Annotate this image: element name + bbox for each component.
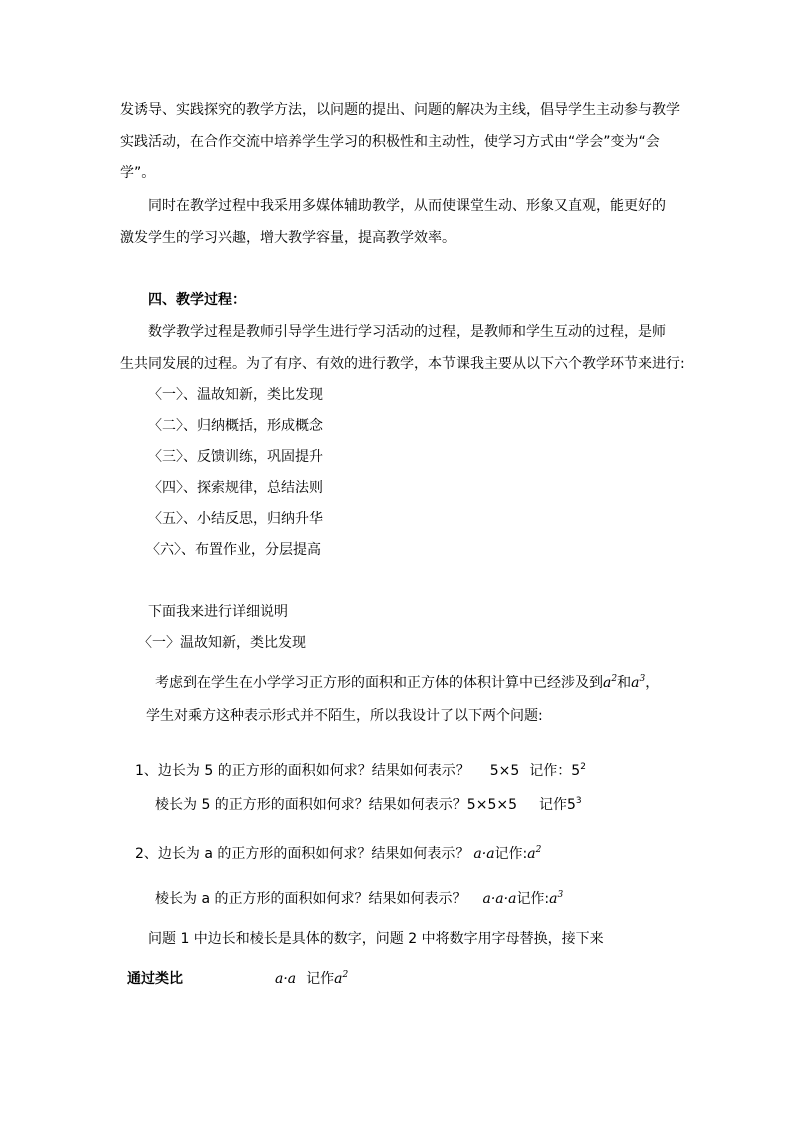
math-a-cubed: $a^3$ xyxy=(631,674,646,691)
question-1a-text: 1、边长为 5 的正方形的面积如何求？结果如何表示？ xyxy=(135,763,470,779)
question-2b-text: 棱长为 a 的正方形的面积如何求？结果如何表示？ xyxy=(155,891,467,907)
math-a-dot-a-dot-a: a·a·a xyxy=(482,891,517,907)
question-2a-text: 2、边长为 a 的正方形的面积如何求？结果如何表示？ xyxy=(135,846,470,862)
consider-line1 xyxy=(155,674,659,692)
consider-text: 考虑到在学生在小学学习正方形的面积和正方体的体积计算中已经涉及到 xyxy=(155,675,603,691)
paragraph1-line2: 实践活动，在合作交流中培养学生学习的积极性和主动性，使学习方式由“学会”变为“会 xyxy=(120,134,660,150)
paragraph2-line2: 激发学生的学习兴趣，增大教学容量，提高教学效率。 xyxy=(120,230,456,246)
math-analogy-a-dot-a: a·a xyxy=(275,971,297,987)
question-1a-record: 记作： xyxy=(529,763,572,779)
math-a-squared-q2: $a^2$ xyxy=(527,845,542,862)
step-item-3: 〈三〉、反馈训练，巩固提升 xyxy=(148,449,323,465)
paragraph1-line1: 发诱导、实践探究的教学方法，以问题的提出、问题的解决为主线，倡导学生主动参与教学 xyxy=(120,102,680,118)
analogy-record: 记作 xyxy=(306,971,335,987)
math-5-squared: $5^2$ xyxy=(571,762,586,779)
step-item-4: 〈四〉、探索规律，总结法则 xyxy=(148,480,323,496)
step-item-1: 〈一〉、温故知新，类比发现 xyxy=(148,387,323,403)
question-1b xyxy=(155,796,582,814)
math-a-squared: $a^2$ xyxy=(603,674,618,691)
math-analogy-a-squared: $a^2$ xyxy=(334,970,349,987)
question-1b-text: 棱长为 5 的正方形的面积如何求？结果如何表示？5×5×5 xyxy=(155,797,517,813)
question-2b-record: 记作: xyxy=(516,891,550,907)
step-item-2: 〈二〉、归纳概括，形成概念 xyxy=(148,418,323,434)
math-a-cubed-q2: $a^3$ xyxy=(549,890,564,907)
and-text: 和 xyxy=(617,675,632,691)
question-1a-answer: 5×5 xyxy=(489,763,520,779)
section-intro-line2: 生共同发展的过程。为了有序、有效的进行教学，本节课我主要从以下六个教学环节来进行: xyxy=(120,356,685,372)
analogy-label: 通过类比 xyxy=(127,971,183,987)
question-2a-record: 记作: xyxy=(494,846,528,862)
detail-sub-heading: 〈一〉温故知新，类比发现 xyxy=(138,635,306,651)
question-2b xyxy=(155,890,563,908)
summary-line: 问题 1 中边长和棱长是具体的数字，问题 2 中将数字用字母替换，接下来 xyxy=(148,931,604,947)
consider-line2: 学生对乘方这种表示形式并不陌生，所以我设计了以下两个问题: xyxy=(146,708,543,724)
detail-intro: 下面我来进行详细说明 xyxy=(148,604,288,620)
paragraph1-line3: 学”。 xyxy=(120,165,156,181)
math-5-cubed: $5^3$ xyxy=(567,796,582,813)
comma: ， xyxy=(645,675,660,691)
step-item-6: 〈六〉、布置作业，分层提高 xyxy=(146,542,321,558)
question-1b-record: 记作 xyxy=(539,797,567,813)
paragraph2-line1: 同时在教学过程中我采用多媒体辅助教学，从而使课堂生动、形象又直观，能更好的 xyxy=(148,198,666,214)
step-item-5: 〈五〉、小结反思，归纳升华 xyxy=(148,511,323,527)
section-heading: 四、教学过程： xyxy=(148,292,246,308)
section-intro-line1: 数学教学过程是教师引导学生进行学习活动的过程，是教师和学生互动的过程，是师 xyxy=(148,324,666,340)
question-1a xyxy=(135,762,586,780)
analogy-expression xyxy=(275,970,348,988)
question-2a xyxy=(135,845,541,863)
math-a-dot-a: a·a xyxy=(473,846,495,862)
